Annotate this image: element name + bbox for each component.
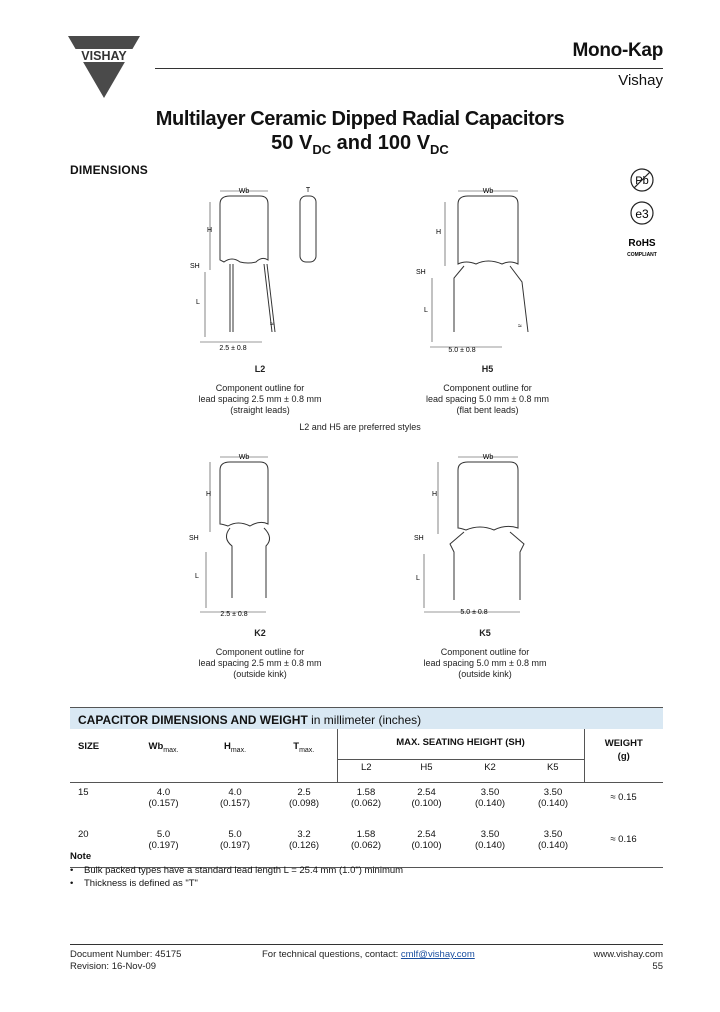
svg-text:H: H bbox=[432, 491, 438, 498]
table-row: 20 5.0 (0.197) 5.0 (0.197) 3.2 (0.126) 1.58 (0.062) 2.54 (0.100) 3.50 (0.140) 3.50 (0.140) ≈ 0.16 bbox=[70, 825, 663, 868]
drawing-l2 bbox=[190, 182, 330, 352]
table-unit: in millimeter (inches) bbox=[307, 713, 422, 727]
svg-text:H: H bbox=[206, 491, 212, 498]
caption-k5: K5 Component outline for lead spacing 5.0 mm ± 0.8 mm (outside kink) bbox=[423, 628, 547, 679]
svg-text:2.5 ± 0.8: 2.5 ± 0.8 bbox=[220, 611, 248, 618]
technical-contact: For technical questions, contact: cmlf@vishay.com bbox=[262, 949, 475, 960]
e3-icon bbox=[631, 202, 653, 224]
header-k2: K2 bbox=[484, 762, 496, 773]
svg-text:2.5 ± 0.8: 2.5 ± 0.8 bbox=[219, 345, 247, 352]
svg-text:SH: SH bbox=[416, 269, 426, 276]
caption-l2: L2 Component outline for lead spacing 2.5 mm ± 0.8 mm (straight leads) bbox=[198, 364, 322, 415]
footer-rule bbox=[70, 944, 663, 945]
dimensions-heading: DIMENSIONS bbox=[70, 163, 149, 177]
svg-text:L: L bbox=[196, 299, 200, 306]
svg-text:SH: SH bbox=[190, 263, 200, 270]
header-h: $H_{max.}$ bbox=[223, 741, 247, 754]
header-l2: L2 bbox=[337, 760, 395, 783]
page-subtitle: 50 $V_{DC}$ and 100 $V_{DC}$ bbox=[271, 132, 449, 157]
svg-text:SH: SH bbox=[189, 535, 199, 542]
svg-text:T: T bbox=[305, 187, 311, 194]
note-item: • Bulk packed types have a standard lead length L = 25.4 mm (1.0") minimum bbox=[70, 865, 404, 876]
svg-text:Wb: Wb bbox=[238, 188, 250, 195]
svg-text:5.0 ± 0.8: 5.0 ± 0.8 bbox=[448, 347, 476, 354]
revision-date: Revision: 16-Nov-09 bbox=[70, 961, 157, 972]
drawing-k5 bbox=[410, 448, 550, 618]
rohs-label: RoHS bbox=[628, 238, 656, 249]
svg-text:Wb: Wb bbox=[238, 454, 250, 461]
svg-text:Wb: Wb bbox=[482, 188, 494, 195]
header-wb: $Wb_{max.}$ bbox=[148, 741, 179, 754]
svg-text:SH: SH bbox=[414, 535, 424, 542]
svg-text:Wb: Wb bbox=[482, 454, 494, 461]
document-number: Document Number: 45175 bbox=[70, 949, 182, 960]
svg-text:L: L bbox=[195, 573, 199, 580]
table-title-bar bbox=[70, 707, 663, 729]
page-title: Multilayer Ceramic Dipped Radial Capacitors bbox=[155, 108, 565, 130]
svg-text:≈: ≈ bbox=[518, 323, 522, 330]
header-k5: K5 bbox=[546, 762, 559, 773]
note-title: Note bbox=[70, 851, 92, 862]
preferred-styles-note: L2 and H5 are preferred styles bbox=[299, 422, 421, 432]
page-number: 55 bbox=[652, 961, 663, 972]
capacitor-dimensions-table bbox=[70, 729, 663, 868]
drawing-k2 bbox=[190, 448, 330, 618]
website-link[interactable]: www.vishay.com bbox=[593, 949, 663, 960]
svg-text:Pb: Pb bbox=[635, 175, 649, 187]
logo-text: VISHAY bbox=[81, 49, 127, 63]
header-weight: WEIGHT (g) bbox=[584, 729, 663, 783]
header-t: $T_{max.}$ bbox=[293, 741, 315, 754]
table-row: 15 4.0 (0.157) 4.0 (0.157) 2.5 (0.098) 1.58 (0.062) 2.54 (0.100) 3.50 (0.140) 3.50 (0.140) ≈ 0.15 bbox=[70, 783, 663, 826]
svg-text:≈: ≈ bbox=[270, 321, 274, 328]
svg-text:L: L bbox=[424, 307, 428, 314]
product-name: Mono-Kap bbox=[572, 40, 663, 61]
header-h5: H5 bbox=[420, 762, 433, 773]
table-title: CAPACITOR DIMENSIONS AND WEIGHT bbox=[78, 713, 308, 727]
header-rule bbox=[155, 68, 663, 69]
lead-free-icon bbox=[631, 169, 653, 191]
header-seating-height: MAX. SEATING HEIGHT (SH) bbox=[337, 729, 584, 760]
caption-k2: K2 Component outline for lead spacing 2.5 mm ± 0.8 mm (outside kink) bbox=[198, 628, 322, 679]
company-name: Vishay bbox=[618, 72, 663, 89]
note-item: • Thickness is defined as "T" bbox=[70, 878, 198, 889]
caption-h5: H5 Component outline for lead spacing 5.0 mm ± 0.8 mm (flat bent leads) bbox=[426, 364, 549, 415]
drawing-h5 bbox=[410, 182, 550, 352]
header-size: SIZE bbox=[78, 741, 100, 752]
contact-email-link[interactable]: cmlf@vishay.com bbox=[400, 949, 475, 960]
svg-text:e3: e3 bbox=[635, 207, 649, 221]
svg-text:5.0 ± 0.8: 5.0 ± 0.8 bbox=[460, 609, 488, 616]
rohs-compliant-label: COMPLIANT bbox=[627, 252, 657, 258]
vishay-logo bbox=[68, 36, 140, 100]
svg-text:H: H bbox=[436, 229, 442, 236]
svg-text:H: H bbox=[207, 227, 213, 234]
svg-text:L: L bbox=[416, 575, 420, 582]
compliance-badges bbox=[620, 168, 664, 262]
